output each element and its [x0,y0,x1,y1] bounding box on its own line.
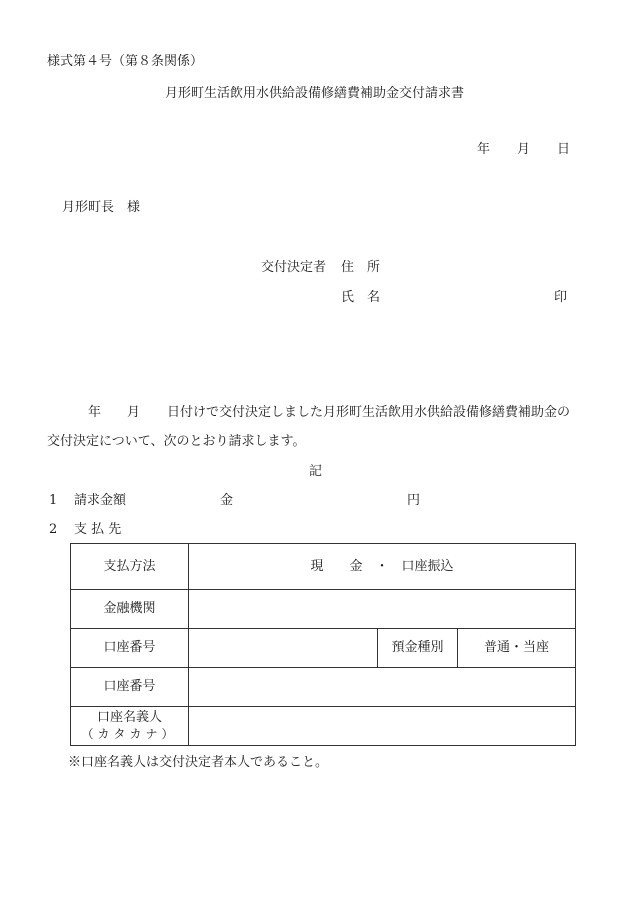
item2-number: 2 [49,522,58,537]
item1-kin: 金 [220,493,234,508]
account-number-2-label: 口座番号 [71,668,189,707]
deposit-type-label: 預金種別 [378,629,458,668]
table-row-method [71,544,576,590]
item2-label: 支 払 先 [74,522,122,537]
deposit-type-options[interactable]: 普通・当座 [458,629,576,668]
applicant-address-label: 住 所 [341,260,381,275]
addressee-honorific: 様 [127,200,141,215]
addressee-name: 月形町長 [62,200,115,215]
account-holder-label [71,707,189,746]
item1-number: 1 [49,493,58,508]
bank-label: 金融機関 [71,590,189,629]
item1-yen: 円 [407,493,421,508]
body-year-label: 年 [88,405,102,420]
account-holder-label-line1: 口座名義人 [96,710,162,725]
footnote: ※口座名義人は交付決定者本人であること。 [68,755,329,770]
payment-method-options[interactable]: 現 金 ・ 口座振込 [189,544,576,590]
date-day-label: 日 [557,142,571,157]
form-number: 様式第４号（第８条関係） [47,54,204,69]
table-row-bank [71,590,576,629]
seal-mark: 印 [554,290,568,305]
table-row-account-number [71,629,576,668]
account-number-label: 口座番号 [71,629,189,668]
applicant-role: 交付決定者 [261,260,327,275]
table-row-account-holder [71,707,576,746]
body-month-label: 月 [127,405,141,420]
account-number-2-field[interactable] [189,668,576,707]
table-row-account-number-2 [71,668,576,707]
account-number-field[interactable] [189,629,378,668]
account-holder-field[interactable] [189,707,576,746]
payment-table [70,543,576,746]
body-line2-text: 交付決定について、次のとおり請求します。 [47,434,306,449]
account-holder-label-line2: （カタカナ） [81,727,178,741]
applicant-name-label: 氏 名 [341,290,381,305]
document-title: 月形町生活飲用水供給設備修繕費補助金交付請求書 [165,86,465,101]
payment-method-label: 支払方法 [71,544,189,590]
body-line1-text: 日付けで交付決定しました月形町生活飲用水供給設備修繕費補助金の [167,405,571,420]
ki-heading: 記 [309,464,323,479]
date-year-label: 年 [477,142,491,157]
bank-field[interactable] [189,590,576,629]
date-month-label: 月 [517,142,531,157]
item1-label: 請求金額 [74,493,127,508]
